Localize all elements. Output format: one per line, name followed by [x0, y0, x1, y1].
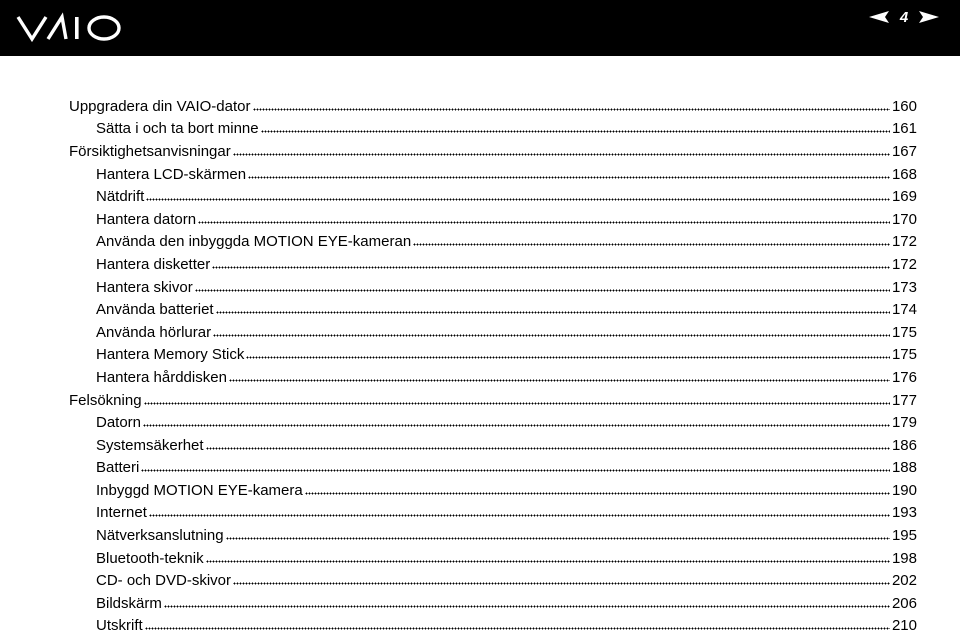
toc-entry-page: 172 — [891, 255, 917, 273]
dot-leader — [305, 492, 890, 495]
toc-entry-page: 186 — [891, 436, 917, 454]
dot-leader — [248, 176, 890, 179]
toc-entry-title: Systemsäkerhet — [96, 436, 204, 454]
toc-entry-page: 188 — [891, 459, 917, 477]
toc-entry[interactable] — [69, 411, 917, 434]
toc-entry[interactable] — [69, 524, 917, 547]
header-bar — [0, 0, 960, 56]
dot-leader — [233, 153, 890, 156]
dot-leader — [216, 311, 890, 314]
dot-leader — [195, 289, 890, 292]
dot-leader — [229, 379, 890, 382]
toc-entry-page: 173 — [891, 278, 917, 296]
toc-entry[interactable] — [69, 253, 917, 276]
toc-entry-page: 161 — [891, 120, 917, 138]
toc-entry-page: 172 — [891, 233, 917, 251]
toc-entry[interactable] — [69, 344, 917, 367]
toc-entry-title: Uppgradera din VAIO-dator — [69, 97, 251, 115]
table-of-contents — [69, 95, 917, 637]
toc-entry-page: 169 — [891, 188, 917, 206]
toc-entry-page: 198 — [891, 549, 917, 567]
toc-entry-page: 195 — [891, 527, 917, 545]
toc-entry-page: 210 — [891, 617, 917, 635]
toc-entry-title: Använda batteriet — [96, 301, 214, 319]
right-arrow-icon[interactable] — [918, 10, 940, 24]
toc-entry[interactable] — [69, 231, 917, 254]
toc-entry-page: 160 — [891, 97, 917, 115]
toc-entry-title: Använda den inbyggda MOTION EYE-kameran — [96, 233, 412, 251]
toc-entry-title: Utskrift — [96, 617, 143, 635]
toc-entry-page: 176 — [891, 368, 917, 386]
toc-entry-title: Hantera disketter — [96, 255, 211, 273]
toc-entry-title: Försiktighetsanvisningar — [69, 142, 231, 160]
toc-entry-page: 175 — [891, 323, 917, 341]
page-navigation — [868, 6, 940, 28]
toc-entry-page: 174 — [891, 301, 917, 319]
toc-entry-title: Hantera datorn — [96, 210, 197, 228]
toc-entry[interactable] — [69, 547, 917, 570]
toc-entry[interactable] — [69, 366, 917, 389]
toc-entry-title: Bildskärm — [96, 594, 162, 612]
toc-entry-title: Använda hörlurar — [96, 323, 212, 341]
toc-entry-title: Hantera hårddisken — [96, 368, 227, 386]
toc-entry-page: 179 — [891, 414, 917, 432]
toc-entry[interactable] — [69, 321, 917, 344]
toc-entry[interactable] — [69, 434, 917, 457]
dot-leader — [206, 560, 890, 563]
dot-leader — [146, 198, 890, 201]
toc-entry-title: Felsökning — [69, 391, 142, 409]
toc-entry[interactable] — [69, 208, 917, 231]
dot-leader — [206, 447, 890, 450]
toc-entry-page: 206 — [891, 594, 917, 612]
dot-leader — [141, 469, 890, 472]
dot-leader — [198, 221, 890, 224]
toc-entry-title: Internet — [96, 504, 147, 522]
toc-entry-page: 175 — [891, 346, 917, 364]
toc-entry-page: 193 — [891, 504, 917, 522]
toc-entry-title: Datorn — [96, 414, 142, 432]
dot-leader — [226, 537, 890, 540]
toc-entry-page: 202 — [891, 572, 917, 590]
toc-entry[interactable] — [69, 615, 917, 638]
toc-entry-title: Sätta i och ta bort minne — [96, 120, 259, 138]
toc-entry[interactable] — [69, 118, 917, 141]
toc-entry-page: 168 — [891, 165, 917, 183]
toc-entry[interactable] — [69, 569, 917, 592]
dot-leader — [413, 243, 890, 246]
dot-leader — [164, 605, 890, 608]
dot-leader — [233, 582, 890, 585]
toc-entry[interactable] — [69, 592, 917, 615]
toc-entry-title: Hantera Memory Stick — [96, 346, 245, 364]
toc-entry-title: CD- och DVD-skivor — [96, 572, 232, 590]
toc-entry-title: Hantera LCD-skärmen — [96, 165, 247, 183]
dot-leader — [145, 627, 890, 630]
dot-leader — [143, 424, 890, 427]
toc-entry[interactable] — [69, 185, 917, 208]
toc-entry[interactable] — [69, 389, 917, 412]
vaio-logo — [16, 12, 124, 44]
toc-entry-title: Nätdrift — [96, 188, 145, 206]
toc-entry-page: 170 — [891, 210, 917, 228]
toc-entry[interactable] — [69, 457, 917, 480]
toc-entry[interactable] — [69, 298, 917, 321]
page-number: 4 — [899, 8, 909, 26]
dot-leader — [246, 356, 890, 359]
toc-entry[interactable] — [69, 95, 917, 118]
dot-leader — [213, 334, 890, 337]
toc-entry-page: 190 — [891, 481, 917, 499]
dot-leader — [212, 266, 890, 269]
dot-leader — [149, 514, 890, 517]
toc-entry-title: Inbyggd MOTION EYE-kamera — [96, 481, 303, 499]
toc-entry[interactable] — [69, 502, 917, 525]
toc-entry-title: Batteri — [96, 459, 140, 477]
toc-entry-title: Hantera skivor — [96, 278, 193, 296]
left-arrow-icon[interactable] — [868, 10, 890, 24]
toc-entry[interactable] — [69, 140, 917, 163]
dot-leader — [144, 402, 890, 405]
toc-entry-page: 177 — [891, 391, 917, 409]
dot-leader — [253, 108, 891, 111]
toc-entry[interactable] — [69, 163, 917, 186]
dot-leader — [261, 130, 890, 133]
toc-entry-title: Bluetooth-teknik — [96, 549, 204, 567]
toc-entry[interactable] — [69, 276, 917, 299]
toc-entry[interactable] — [69, 479, 917, 502]
toc-entry-title: Nätverksanslutning — [96, 527, 224, 545]
toc-entry-page: 167 — [891, 142, 917, 160]
